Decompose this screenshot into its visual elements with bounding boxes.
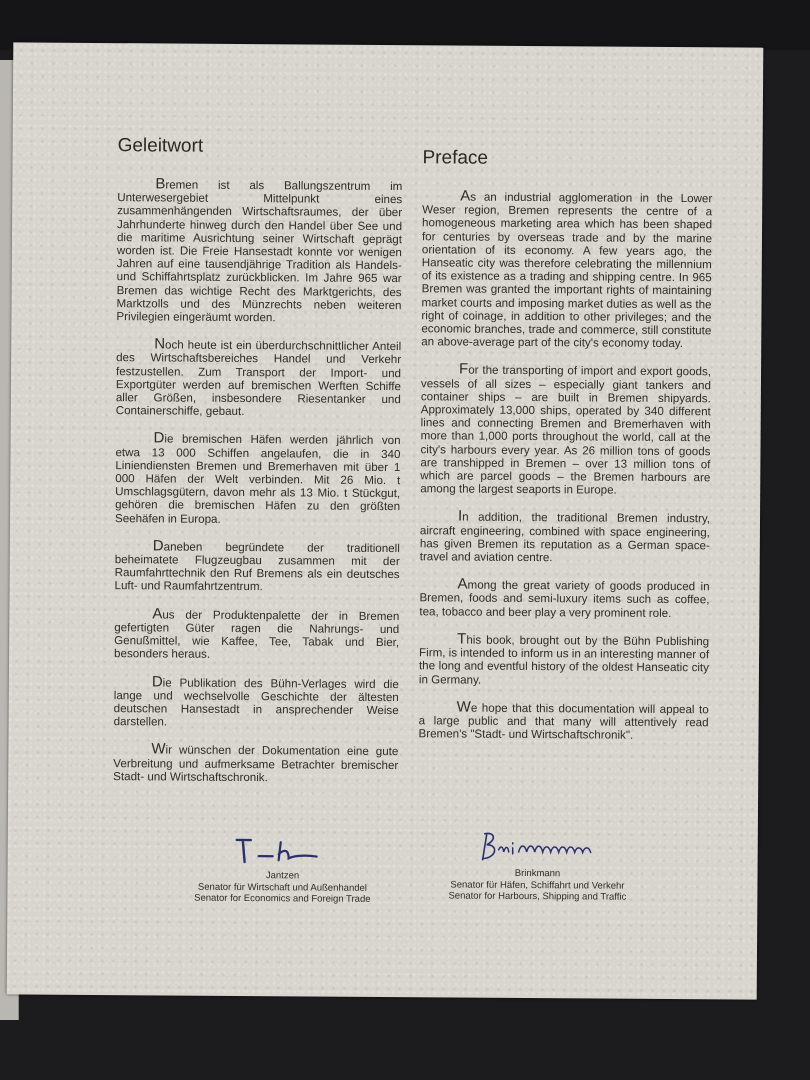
initial: W [151, 740, 166, 758]
english-paragraph [419, 507, 711, 566]
german-paragraph [114, 607, 399, 663]
initial: D [152, 537, 164, 555]
jantzen-signature-block [167, 833, 397, 905]
paragraph-text: us der Produktenpalette der in Bremen gefertigten Güter ragen die Nahrungs- und Genußmittel, wie Kaffee, Tee, Tabak und Bier, besonders heraus. [114, 608, 400, 662]
paragraph-text: aneben begründete der traditionell beheimatete Flugzeugbau zusammen mit der Raumfahrttechnik den Ruf Bremens als ein deutsches Luft- und Raumfahrtzentrum. [114, 540, 400, 594]
paragraph-text: n addition, the traditional Bremen industry, aircraft engineering, combined with space engineering, has given Bremen its reputation as a German space-travel and aviation centre. [419, 511, 711, 565]
german-paragraph [114, 539, 399, 595]
signatory-title-german: Senator für Häfen, Schiffahrt und Verkehr [450, 878, 625, 892]
signatory-title-german: Senator für Wirtschaft und Außenhandel [197, 881, 367, 894]
english-column [418, 147, 712, 756]
english-paragraph [419, 575, 710, 621]
paragraph-text: och heute ist ein überdurchschnittlicher Anteil des Wirtschaftsbereiches Handel und Verkehr festzustellen. Zum Transport der Import- und Exportgüter werden auf bremischen Werften Schiffe aller Größen, insbesondere Riesentanker und Containerschiffe, gebaut. [115, 338, 402, 419]
initial: I [457, 507, 463, 526]
initial: D [153, 429, 165, 447]
initial: A [152, 605, 163, 623]
german-paragraph [114, 429, 401, 527]
initial: F [459, 360, 469, 379]
brinkmann-signature [473, 828, 603, 867]
initial: A [457, 575, 468, 593]
initial: N [154, 335, 166, 353]
english-paragraph [419, 632, 709, 688]
initial: D [151, 672, 163, 690]
paragraph-text: his book, brought out by the Bühn Publishing Firm, is intended to inform us in an interesting manner of the long and eventful history of the oldest Hanseatic city in Germany. [418, 633, 710, 687]
german-paragraph [116, 177, 402, 325]
german-paragraph [116, 337, 402, 419]
initial: W [456, 698, 471, 716]
paragraph-text: s an industrial agglomeration in the Lower Weser region, Bremen represents the centre of a homogeneous marketing area which has been shaped for centuries by overseas trade and by the marine orientation of its economy. A few years ago, the Hanseatic city was therefore celebrating the millennium of its existence as a trading and shipping centre. In 965 Bremen was granted the important rights of maintaining market courts and imposing market duties as well as the right of coinage, in addition to other privileges; and the economic branches, trade and commerce, still constitute an above-average part of the city's economy today. [421, 190, 713, 351]
german-paragraph [113, 742, 398, 785]
paragraph-text: mong the great variety of goods produced in Bremen, foods and semi-luxury items such as coffee, tea, tobacco and beer play a very prominent role. [419, 578, 710, 620]
paragraph-text: or the transporting of import and export goods, vessels of all sizes – especially giant tankers and container ships – are built in Bremen shipyards. Approximately 13,000 ships, operated by 340 different lines and connecting Bremen and Bremerhaven with more than 1,000 ports throughout the world, call at the city's harbours every year. As 26 million tons of goods are transhipped in Bremen – over 13 million tons of which are parcel goods – the Bremen harbours are among the largest seaports in Europe. [420, 364, 712, 497]
initial: T [457, 630, 467, 648]
english-heading: Preface [422, 147, 489, 169]
jantzen-signature [233, 834, 333, 869]
initial: B [155, 175, 166, 193]
german-column [113, 135, 403, 799]
brinkmann-signature-block [427, 827, 648, 903]
paragraph-text: e hope that this documentation will appeal to a large public and that many will attentively read Bremen's "Stadt- und Wirtschaftschronik". [418, 701, 709, 742]
initial: A [460, 187, 471, 205]
paragraph-text: ie Publikation des Bühn-Verlages wird die lange und wechselvolle Geschichte der ältesten deutschen Hansestadt in ansprechender Weise darstellen. [113, 675, 399, 729]
paragraph-text: remen ist als Ballungszentrum im Unterwesergebiet Mittelpunkt eines zusammenhängenden Wirtschaftsraumes, der über Jahrhunderte hinweg durch den Handel über See und die maritime Ausrichtung seiner Wirtschaft geprägt worden ist. Die Freie Hansestadt konnte vor wenigen Jahren auf eine tausendjährige Tradition als Handels- und Schiffahrtsplatz zurückblicken. Im Jahre 965 war Bremen das wichtige Recht des Marktgerichts, des Marktzolls und des Münzrechts neben weiteren Privilegien eingeräumt worden. [116, 178, 403, 325]
signatory-title-english: Senator for Harbours, Shipping and Traffic [448, 890, 627, 903]
document-page [7, 42, 764, 999]
german-heading: Geleitwort [117, 135, 204, 157]
english-paragraph [421, 189, 712, 350]
paragraph-text: ir wünschen der Dokumentation eine gute Verbreitung und aufmerksame Betrachter bremischer Stadt- und Wirtschaftschronik. [113, 743, 399, 784]
signatory-title-english: Senator for Economics and Foreign Trade [194, 892, 371, 905]
signatory-name: Jantzen [265, 870, 300, 882]
english-paragraph [420, 360, 712, 498]
german-paragraph [113, 672, 399, 731]
signatory-name: Brinkmann [514, 867, 561, 880]
english-paragraph [418, 700, 708, 743]
paragraph-text: ie bremischen Häfen werden jährlich von etwa 13 000 Schiffen angelaufen, die in 340 Liniendiensten Bremen und Bremerhaven mit über 1 000 Häfen der Welt verbinden. Mit 26 Mio. t Umschlagsgütern, davon mehr als 13 Mio. t Stückgut, gehören die bremischen Häfen zu den größten Seehäfen in Europa. [114, 432, 401, 526]
